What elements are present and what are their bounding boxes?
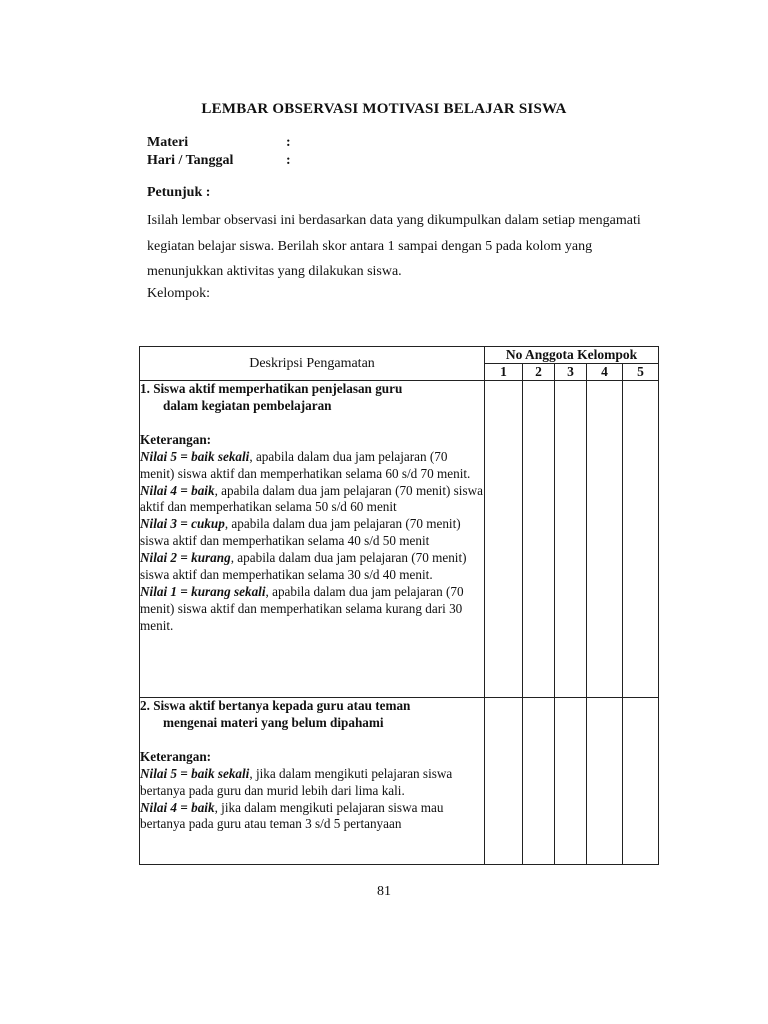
instruction-text: Isilah lembar observasi ini berdasarkan data yang dikumpulkan dalam setiap mengamati kegiatan belajar siswa. Berilah skor antara 1 sampai dengan 5 pada kolom yang menunjukkan aktivitas yang dilakukan siswa. <box>147 213 641 279</box>
score-cell[interactable] <box>623 381 659 698</box>
petunjuk-heading: Petunjuk : <box>147 185 211 200</box>
criterion-2-title-line2: mengenai materi yang belum dipahami <box>163 714 384 730</box>
member-number-4: 4 <box>587 364 623 381</box>
criterion-2-keterangan: Keterangan: <box>140 748 212 764</box>
observation-table <box>139 346 659 865</box>
criterion-1-title-line1: 1. Siswa aktif memperhatikan penjelasan guru <box>140 381 403 396</box>
field-materi <box>147 135 291 151</box>
criterion-1-title-line2: dalam kegiatan pembelajaran <box>163 397 332 413</box>
criterion-1-keterangan: Keterangan: <box>140 431 212 447</box>
score-text: , jika dalam mengikuti pelajaran siswa bertanya pada guru dan murid lebih dari lima kali. <box>140 765 453 798</box>
document-title: LEMBAR OBSERVASI MOTIVASI BELAJAR SISWA <box>201 101 567 117</box>
score-cell[interactable] <box>485 698 523 865</box>
desc-header: Deskripsi Pengamatan <box>140 347 485 381</box>
field-hari-tanggal <box>147 153 291 169</box>
member-number-5: 5 <box>623 364 659 381</box>
score-label: Nilai 3 = cukup <box>140 516 225 532</box>
field-hari-tanggal-separator: : <box>286 153 291 168</box>
score-label: Nilai 5 = baik sekali <box>140 448 250 464</box>
score-text: , apabila dalam dua jam pelajaran (70 menit) siswa aktif dan memperhatikan selama 30 s/d 40 menit. <box>140 550 467 583</box>
score-text: , jika dalam mengikuti pelajaran siswa mau bertanya pada guru atau teman 3 s/d 5 pertanyaan <box>140 799 444 832</box>
score-cell[interactable] <box>623 698 659 865</box>
criterion-2-title <box>140 698 484 732</box>
criterion-row-1 <box>140 381 659 698</box>
score-label: Nilai 4 = baik <box>140 799 215 815</box>
field-materi-separator: : <box>286 135 291 150</box>
score-label: Nilai 5 = baik sekali <box>140 765 250 781</box>
score-label: Nilai 4 = baik <box>140 482 215 498</box>
score-text: , apabila dalam dua jam pelajaran (70 menit) siswa aktif dan memperhatikan selama 60 s/d 70 menit. <box>140 448 471 481</box>
score-cell[interactable] <box>523 381 555 698</box>
criterion-1-score-1 <box>140 584 484 635</box>
score-cell[interactable] <box>485 381 523 698</box>
score-cell[interactable] <box>555 381 587 698</box>
criterion-1-score-5 <box>140 449 484 483</box>
score-cell[interactable] <box>587 381 623 698</box>
member-number-3: 3 <box>555 364 587 381</box>
field-hari-tanggal-label: Hari / Tanggal <box>147 153 234 168</box>
score-cell[interactable] <box>587 698 623 865</box>
criterion-2-description <box>140 698 485 865</box>
score-cell[interactable] <box>555 698 587 865</box>
criterion-2-title-line1: 2. Siswa aktif bertanya kepada guru atau teman <box>140 698 411 713</box>
score-cell[interactable] <box>523 698 555 865</box>
score-label: Nilai 1 = kurang sekali <box>140 583 266 599</box>
criterion-1-score-4 <box>140 483 484 517</box>
criterion-2-score-5 <box>140 766 484 800</box>
kelompok-label: Kelompok: <box>147 286 210 301</box>
member-number-1: 1 <box>485 364 523 381</box>
score-text: , apabila dalam dua jam pelajaran (70 menit) siswa aktif dan memperhatikan selama 40 s/d 50 menit <box>140 516 461 549</box>
criterion-1-description <box>140 381 485 698</box>
group-header: No Anggota Kelompok <box>485 347 659 364</box>
field-materi-label: Materi <box>147 135 189 150</box>
score-text: , apabila dalam dua jam pelajaran (70 menit) siswa aktif dan memperhatikan selama kurang dari 30 menit. <box>140 583 464 633</box>
criterion-1-score-3 <box>140 516 484 550</box>
criterion-row-2 <box>140 698 659 865</box>
score-label: Nilai 2 = kurang <box>140 550 231 566</box>
page-number: 81 <box>377 884 391 899</box>
member-number-2: 2 <box>523 364 555 381</box>
criterion-1-score-2 <box>140 550 484 584</box>
criterion-2-score-4 <box>140 800 484 834</box>
score-text: , apabila dalam dua jam pelajaran (70 menit) siswa aktif dan memperhatikan selama 50 s/d 60 menit <box>140 482 483 515</box>
criterion-1-title <box>140 381 484 415</box>
